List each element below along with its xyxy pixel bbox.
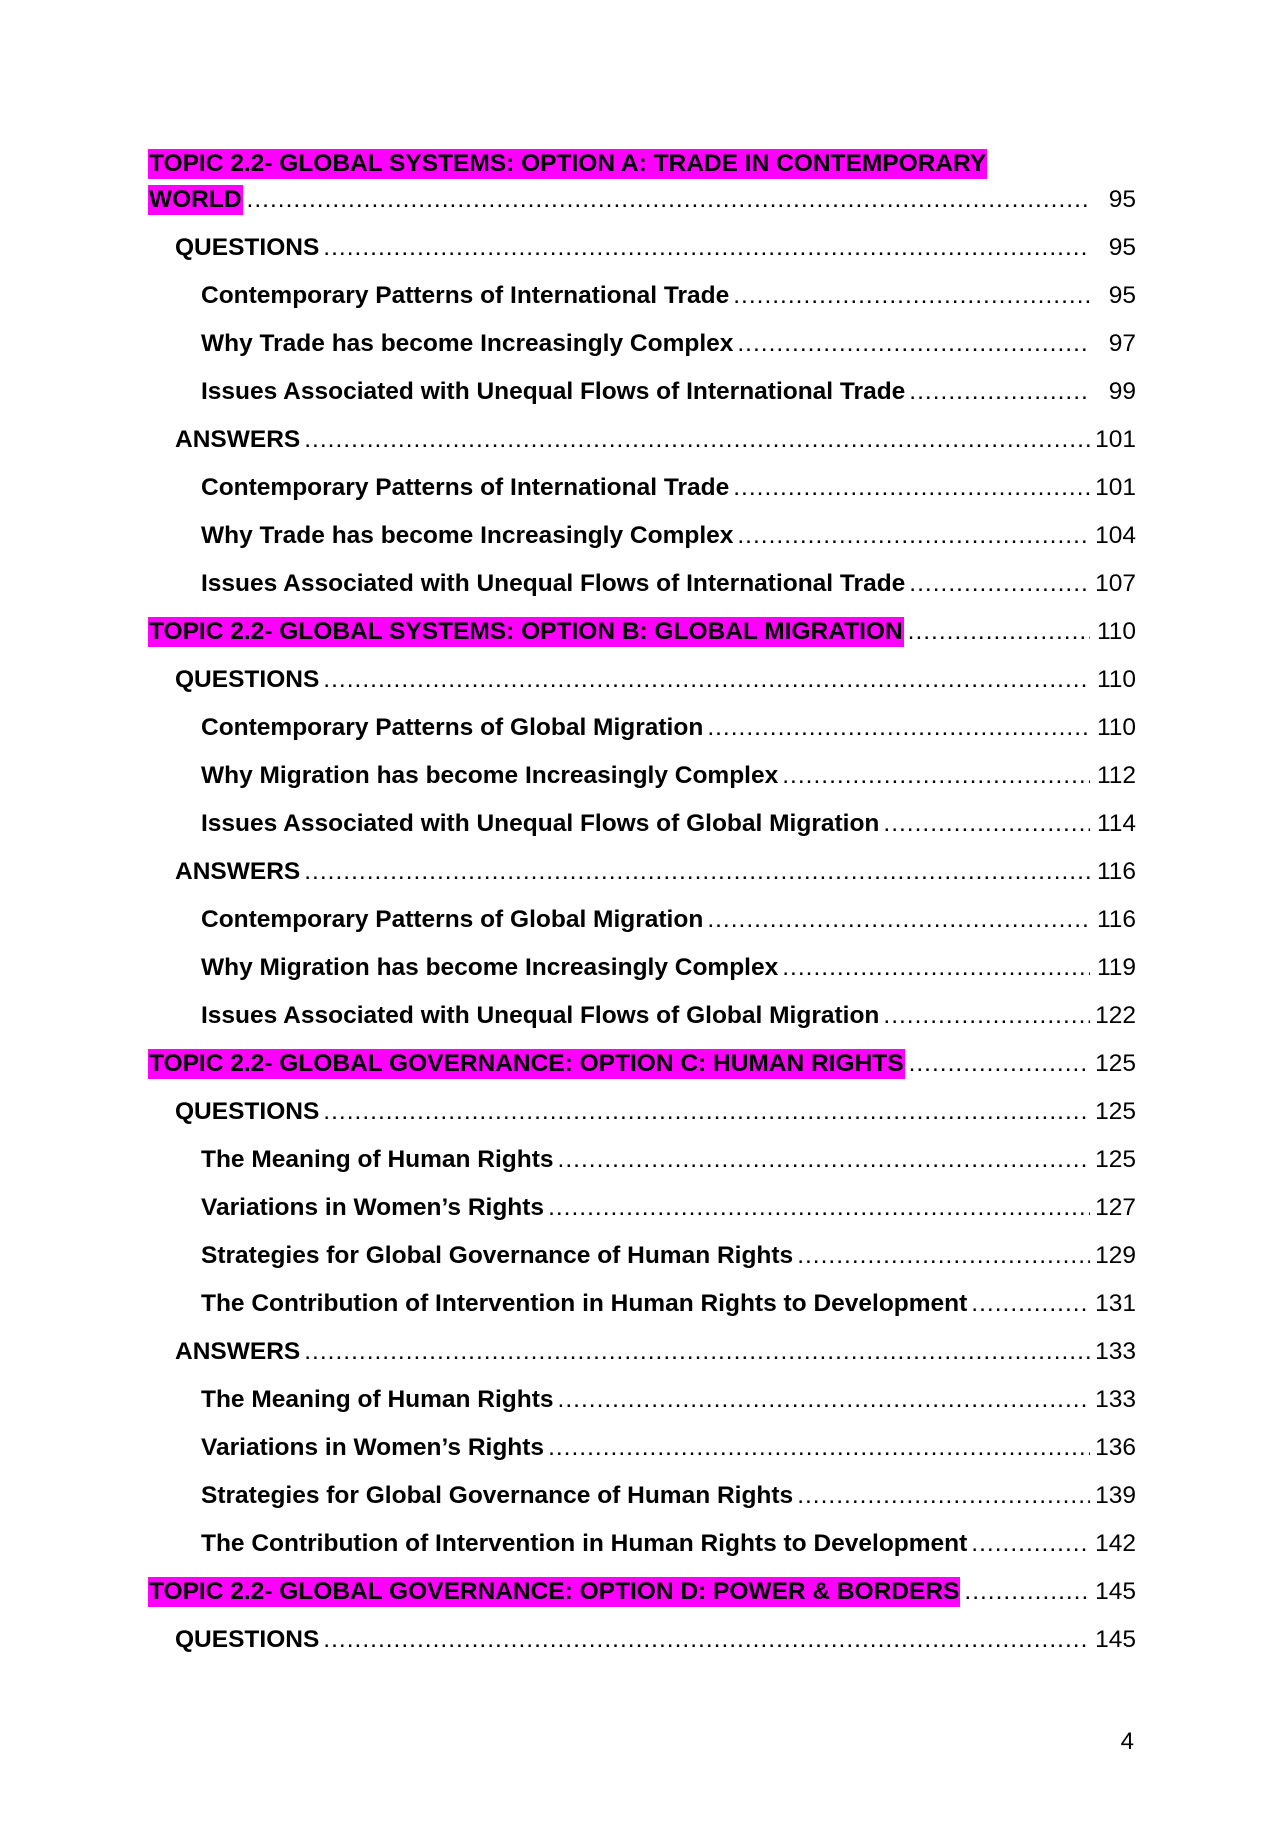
toc-section-entry[interactable] xyxy=(148,1319,1136,1367)
toc-subsection-entry[interactable] xyxy=(148,455,1136,503)
toc-leader-dots xyxy=(797,1481,1090,1511)
toc-page-number: 107 xyxy=(1095,570,1136,597)
toc-entry-title: Contemporary Patterns of International Trade xyxy=(201,282,730,309)
toc-leader-dots xyxy=(733,473,1090,503)
toc-subsection-entry[interactable] xyxy=(148,1367,1136,1415)
toc-subsection-entry[interactable] xyxy=(148,983,1136,1031)
toc-entry-title: Variations in Women’s Rights xyxy=(201,1434,545,1461)
toc-topic-heading[interactable] xyxy=(148,1559,1136,1607)
toc-subsection-entry[interactable] xyxy=(148,1223,1136,1271)
toc-page-number: 119 xyxy=(1096,954,1136,981)
toc-entry-title: The Meaning of Human Rights xyxy=(201,1146,554,1173)
toc-leader-dots xyxy=(782,761,1090,791)
toc-entry-title: The Contribution of Intervention in Human Rights to Development xyxy=(201,1530,968,1557)
toc-entry-title: Issues Associated with Unequal Flows of Global Migration xyxy=(201,810,880,837)
toc-subsection-entry[interactable] xyxy=(148,743,1136,791)
toc-section-entry[interactable] xyxy=(148,839,1136,887)
toc-page-number: 114 xyxy=(1096,810,1136,837)
toc-subsection-entry[interactable] xyxy=(148,695,1136,743)
toc-entry-title: Contemporary Patterns of International Trade xyxy=(201,474,730,501)
toc-leader-dots xyxy=(548,1433,1090,1463)
toc-topic-heading[interactable] xyxy=(148,599,1136,647)
toc-entry-title: QUESTIONS xyxy=(175,1098,320,1125)
toc-entry-title: Issues Associated with Unequal Flows of International Trade xyxy=(201,378,906,405)
toc-page-number: 104 xyxy=(1095,522,1136,549)
toc-subsection-entry[interactable] xyxy=(148,359,1136,407)
toc-page-number: 95 xyxy=(1108,234,1136,261)
toc-page-number: 133 xyxy=(1095,1386,1136,1413)
toc-page-number: 125 xyxy=(1095,1098,1136,1125)
toc-page-number: 136 xyxy=(1095,1434,1136,1461)
toc-page-number: 133 xyxy=(1095,1338,1136,1365)
toc-subsection-entry[interactable] xyxy=(148,791,1136,839)
toc-entry-title: ANSWERS xyxy=(175,1338,301,1365)
toc-leader-dots xyxy=(971,1529,1090,1559)
toc-leader-dots xyxy=(247,185,1090,215)
toc-subsection-entry[interactable] xyxy=(148,935,1136,983)
toc-leader-dots xyxy=(782,953,1090,983)
toc-page-number: 116 xyxy=(1096,906,1136,933)
toc-subsection-entry[interactable] xyxy=(148,1463,1136,1511)
toc-leader-dots xyxy=(909,377,1090,407)
toc-subsection-entry[interactable] xyxy=(148,263,1136,311)
toc-section-entry[interactable] xyxy=(148,1607,1136,1655)
toc-page-number: 99 xyxy=(1108,378,1136,405)
toc-entry-title: Why Migration has become Increasingly Complex xyxy=(201,954,779,981)
toc-leader-dots xyxy=(548,1193,1090,1223)
toc-leader-dots xyxy=(707,905,1090,935)
toc-leader-dots xyxy=(323,1625,1090,1655)
toc-subsection-entry[interactable] xyxy=(148,503,1136,551)
toc-page-number: 112 xyxy=(1096,762,1136,789)
toc-leader-dots xyxy=(733,281,1090,311)
toc-page-number: 145 xyxy=(1095,1578,1136,1605)
toc-page-number: 101 xyxy=(1095,474,1136,501)
toc-leader-dots xyxy=(909,1049,1090,1079)
toc-entry-title: Contemporary Patterns of Global Migration xyxy=(201,714,704,741)
toc-leader-dots xyxy=(304,425,1090,455)
toc-page-number: 125 xyxy=(1095,1050,1136,1077)
toc-section-entry[interactable] xyxy=(148,1079,1136,1127)
toc-page-number: 142 xyxy=(1095,1530,1136,1557)
toc-entry-title: QUESTIONS xyxy=(175,234,320,261)
toc-entry-title: QUESTIONS xyxy=(175,1626,320,1653)
toc-page-number: 95 xyxy=(1108,186,1136,213)
toc-subsection-entry[interactable] xyxy=(148,887,1136,935)
toc-leader-dots xyxy=(883,809,1090,839)
toc-entry-title: Strategies for Global Governance of Human Rights xyxy=(201,1482,794,1509)
toc-topic-heading-continued[interactable] xyxy=(148,179,1136,215)
toc-entry-title: Why Migration has become Increasingly Complex xyxy=(201,762,779,789)
toc-section-entry[interactable] xyxy=(148,215,1136,263)
toc-entry-title: TOPIC 2.2- GLOBAL SYSTEMS: OPTION A: TRADE IN CONTEMPORARY xyxy=(149,150,987,177)
toc-subsection-entry[interactable] xyxy=(148,1127,1136,1175)
toc-entry-title: The Meaning of Human Rights xyxy=(201,1386,554,1413)
toc-leader-dots xyxy=(909,569,1090,599)
toc-page-number: 145 xyxy=(1095,1626,1136,1653)
toc-entry-title: Strategies for Global Governance of Human Rights xyxy=(201,1242,794,1269)
toc-topic-heading[interactable] xyxy=(148,1031,1136,1079)
toc-leader-dots xyxy=(304,1337,1090,1367)
toc-leader-dots xyxy=(558,1145,1090,1175)
toc-section-entry[interactable] xyxy=(148,407,1136,455)
toc-entry-title: Issues Associated with Unequal Flows of International Trade xyxy=(201,570,906,597)
toc-subsection-entry[interactable] xyxy=(148,1415,1136,1463)
toc-entry-title: TOPIC 2.2- GLOBAL GOVERNANCE: OPTION C: HUMAN RIGHTS xyxy=(149,1050,904,1077)
toc-entry-title: TOPIC 2.2- GLOBAL SYSTEMS: OPTION B: GLOBAL MIGRATION xyxy=(149,618,903,645)
toc-page-number: 101 xyxy=(1095,426,1136,453)
toc-entry-title: ANSWERS xyxy=(175,426,301,453)
toc-leader-dots xyxy=(971,1289,1090,1319)
toc-page-number: 122 xyxy=(1095,1002,1136,1029)
toc-subsection-entry[interactable] xyxy=(148,1271,1136,1319)
toc-page-number: 129 xyxy=(1095,1242,1136,1269)
toc-leader-dots xyxy=(737,329,1090,359)
toc-entry-title: QUESTIONS xyxy=(175,666,320,693)
toc-section-entry[interactable] xyxy=(148,647,1136,695)
toc-page-number: 110 xyxy=(1096,714,1136,741)
toc-entry-title-continued: WORLD xyxy=(149,186,242,213)
toc-entry-title: Variations in Women’s Rights xyxy=(201,1194,545,1221)
toc-subsection-entry[interactable] xyxy=(148,311,1136,359)
toc-leader-dots xyxy=(908,617,1090,647)
toc-page-number: 95 xyxy=(1108,282,1136,309)
toc-page-number: 131 xyxy=(1095,1290,1136,1317)
toc-page-number: 110 xyxy=(1096,666,1136,693)
toc-leader-dots xyxy=(323,665,1090,695)
toc-entry-title: Contemporary Patterns of Global Migration xyxy=(201,906,704,933)
toc-page-number: 139 xyxy=(1095,1482,1136,1509)
table-of-contents xyxy=(148,143,1136,1655)
toc-leader-dots xyxy=(707,713,1090,743)
toc-leader-dots xyxy=(964,1577,1090,1607)
toc-topic-heading[interactable] xyxy=(148,143,1136,179)
toc-leader-dots xyxy=(323,1097,1090,1127)
toc-entry-title: Issues Associated with Unequal Flows of Global Migration xyxy=(201,1002,880,1029)
toc-leader-dots xyxy=(797,1241,1090,1271)
toc-entry-title: Why Trade has become Increasingly Complex xyxy=(201,522,734,549)
toc-leader-dots xyxy=(304,857,1090,887)
page-number: 4 xyxy=(1120,1728,1134,1755)
toc-subsection-entry[interactable] xyxy=(148,1175,1136,1223)
toc-leader-dots xyxy=(558,1385,1090,1415)
toc-subsection-entry[interactable] xyxy=(148,1511,1136,1559)
toc-page-number: 116 xyxy=(1096,858,1136,885)
toc-page-number: 125 xyxy=(1095,1146,1136,1173)
toc-leader-dots xyxy=(883,1001,1090,1031)
toc-entry-title: Why Trade has become Increasingly Complex xyxy=(201,330,734,357)
toc-subsection-entry[interactable] xyxy=(148,551,1136,599)
toc-page-number: 127 xyxy=(1095,1194,1136,1221)
toc-entry-title: The Contribution of Intervention in Human Rights to Development xyxy=(201,1290,968,1317)
toc-leader-dots xyxy=(737,521,1090,551)
toc-entry-title: TOPIC 2.2- GLOBAL GOVERNANCE: OPTION D: POWER & BORDERS xyxy=(149,1578,960,1605)
toc-page-number: 97 xyxy=(1108,330,1136,357)
toc-page-number: 110 xyxy=(1096,618,1136,645)
toc-leader-dots xyxy=(323,233,1090,263)
toc-entry-title: ANSWERS xyxy=(175,858,301,885)
